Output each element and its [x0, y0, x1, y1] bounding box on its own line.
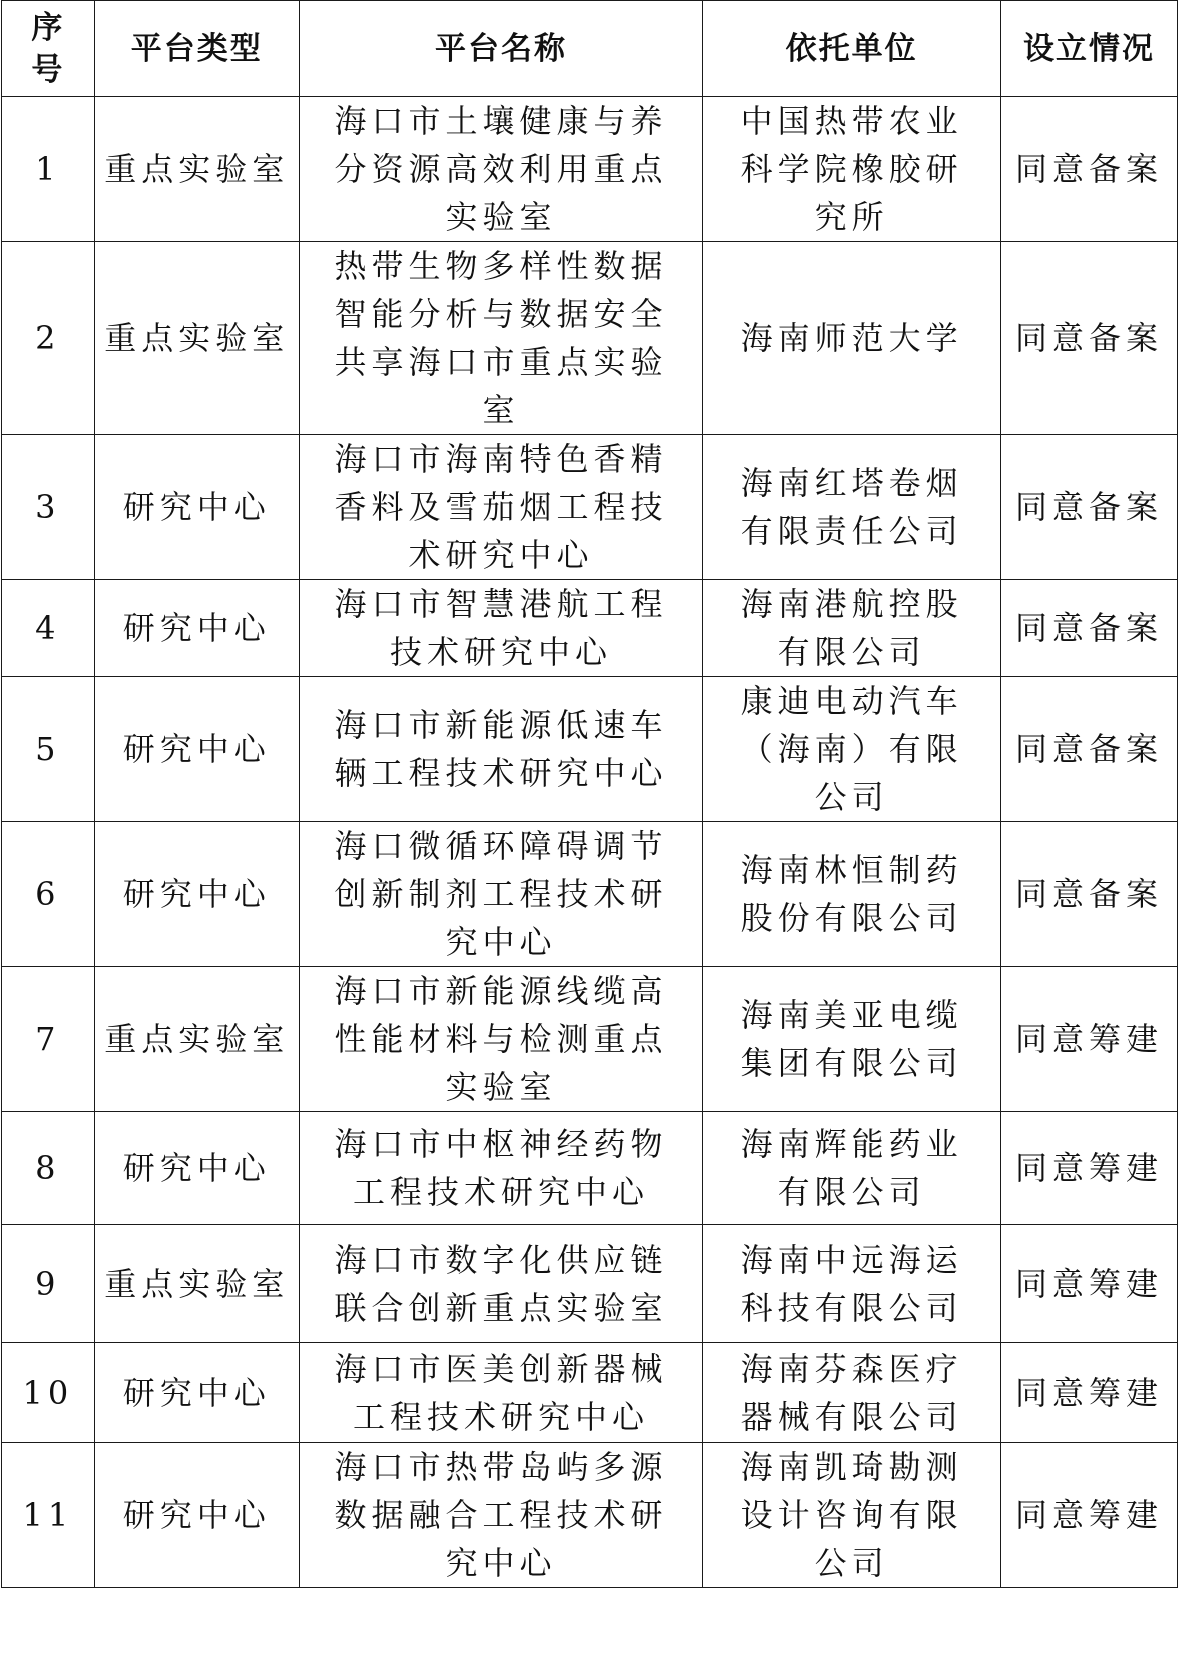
- row-index-cell: [2, 97, 95, 242]
- row-status: 同意备案: [1015, 609, 1164, 647]
- row-unit: 海南凯琦勘测设计咨询有限公司: [740, 1448, 963, 1582]
- row-type-cell: [94, 967, 299, 1112]
- header-type-label: 平台类型: [130, 30, 263, 67]
- row-type: 研究中心: [122, 1373, 271, 1412]
- platform-table: [1, 0, 1178, 1588]
- row-type-cell: [94, 242, 299, 435]
- row-unit: 海南美亚电缆集团有限公司: [740, 996, 963, 1082]
- header-status-label: 设立情况: [1023, 30, 1156, 67]
- row-type-cell: [94, 1443, 299, 1588]
- row-type: 研究中心: [122, 1149, 271, 1187]
- row-type-cell: [94, 677, 299, 822]
- row-name-cell: [299, 580, 702, 677]
- row-name-cell: [299, 97, 702, 242]
- row-unit-cell: [703, 1225, 1001, 1343]
- table-row: [2, 242, 1178, 435]
- row-unit: 海南辉能药业有限公司: [740, 1125, 963, 1211]
- row-status-cell: [1001, 1343, 1178, 1443]
- row-index-cell: [2, 822, 95, 967]
- row-type-cell: [94, 435, 299, 580]
- table-row: [2, 967, 1178, 1112]
- row-status: 同意筹建: [1015, 1373, 1164, 1412]
- row-name: 海口市数字化供应链联合创新重点实验室: [334, 1240, 668, 1327]
- row-status-cell: [1001, 1225, 1178, 1343]
- row-unit-cell: [703, 242, 1001, 435]
- table-row: [2, 1343, 1178, 1443]
- row-unit-cell: [703, 677, 1001, 822]
- row-index: 2: [35, 319, 61, 357]
- row-unit-cell: [703, 580, 1001, 677]
- row-index-cell: [2, 1225, 95, 1343]
- row-name: 热带生物多样性数据智能分析与数据安全共享海口市重点实验室: [334, 247, 668, 429]
- table-row: [2, 822, 1178, 967]
- row-status: 同意备案: [1015, 488, 1164, 526]
- row-name-cell: [299, 822, 702, 967]
- row-index: 1: [35, 150, 61, 188]
- row-status-cell: [1001, 967, 1178, 1112]
- table-row: [2, 580, 1178, 677]
- row-type: 研究中心: [122, 609, 271, 647]
- table-row: [2, 1443, 1178, 1588]
- row-name-cell: [299, 677, 702, 822]
- row-index-cell: [2, 242, 95, 435]
- row-unit: 海南红塔卷烟有限责任公司: [740, 464, 963, 550]
- row-unit-cell: [703, 967, 1001, 1112]
- row-type: 重点实验室: [104, 1020, 290, 1058]
- row-type: 研究中心: [122, 730, 271, 768]
- row-status: 同意筹建: [1015, 1264, 1164, 1303]
- header-unit-label: 依托单位: [785, 30, 918, 67]
- row-index-cell: [2, 1112, 95, 1225]
- table-header: [2, 1, 1178, 97]
- row-name-cell: [299, 967, 702, 1112]
- row-unit-cell: [703, 97, 1001, 242]
- row-type-cell: [94, 1343, 299, 1443]
- row-status-cell: [1001, 97, 1178, 242]
- row-status-cell: [1001, 435, 1178, 580]
- row-status-cell: [1001, 242, 1178, 435]
- row-unit: 康迪电动汽车（海南）有限公司: [740, 682, 963, 816]
- row-status-cell: [1001, 1443, 1178, 1588]
- table-row: [2, 1225, 1178, 1343]
- row-name-cell: [299, 435, 702, 580]
- row-name: 海口市海南特色香精香料及雪茄烟工程技术研究中心: [334, 440, 668, 574]
- row-type: 重点实验室: [104, 319, 290, 357]
- row-type-cell: [94, 822, 299, 967]
- header-name: [299, 1, 702, 97]
- row-type: 研究中心: [122, 488, 271, 526]
- row-index-cell: [2, 677, 95, 822]
- row-unit: 海南芬森医疗器械有限公司: [740, 1349, 963, 1436]
- header-type: [94, 1, 299, 97]
- row-type: 重点实验室: [104, 1264, 290, 1303]
- row-status-cell: [1001, 677, 1178, 822]
- row-status-cell: [1001, 1112, 1178, 1225]
- row-unit-cell: [703, 1343, 1001, 1443]
- header-status: [1001, 1, 1178, 97]
- row-status-cell: [1001, 580, 1178, 677]
- row-index-cell: [2, 435, 95, 580]
- row-name-cell: [299, 1343, 702, 1443]
- row-index: 3: [35, 488, 61, 526]
- table-row: [2, 1112, 1178, 1225]
- row-unit-cell: [703, 1112, 1001, 1225]
- row-unit: 海南中远海运科技有限公司: [740, 1240, 963, 1327]
- row-unit-cell: [703, 822, 1001, 967]
- row-type: 重点实验室: [104, 150, 290, 188]
- table-row: [2, 435, 1178, 580]
- row-name-cell: [299, 1443, 702, 1588]
- row-unit-cell: [703, 1443, 1001, 1588]
- row-index-cell: [2, 1443, 95, 1588]
- row-index: 10: [22, 1373, 74, 1412]
- row-index-cell: [2, 580, 95, 677]
- table-row: [2, 677, 1178, 822]
- row-index-cell: [2, 1343, 95, 1443]
- table-row: [2, 97, 1178, 242]
- row-status: 同意备案: [1015, 875, 1164, 913]
- row-type-cell: [94, 97, 299, 242]
- row-type: 研究中心: [122, 875, 271, 913]
- row-name-cell: [299, 242, 702, 435]
- row-index: 6: [35, 875, 61, 913]
- row-name: 海口市中枢神经药物工程技术研究中心: [334, 1125, 668, 1211]
- row-unit: 海南港航控股有限公司: [740, 585, 963, 671]
- row-unit: 海南林恒制药股份有限公司: [740, 851, 963, 937]
- row-unit: 中国热带农业科学院橡胶研究所: [740, 102, 963, 236]
- row-status: 同意备案: [1015, 319, 1164, 357]
- row-index-cell: [2, 967, 95, 1112]
- row-type-cell: [94, 1112, 299, 1225]
- row-status: 同意筹建: [1015, 1149, 1164, 1187]
- row-status: 同意筹建: [1015, 1020, 1164, 1058]
- row-name: 海口市医美创新器械工程技术研究中心: [334, 1349, 668, 1436]
- row-name: 海口市热带岛屿多源数据融合工程技术研究中心: [334, 1448, 668, 1582]
- row-unit: 海南师范大学: [740, 319, 963, 357]
- row-index: 7: [35, 1020, 61, 1058]
- header-row: [2, 1, 1178, 97]
- row-index: 5: [35, 730, 61, 768]
- row-index: 8: [35, 1149, 61, 1187]
- row-name: 海口市新能源线缆高性能材料与检测重点实验室: [334, 972, 668, 1106]
- row-status: 同意备案: [1015, 730, 1164, 768]
- header-index-label: 序 号: [31, 9, 65, 88]
- header-index: [2, 1, 95, 97]
- row-status: 同意备案: [1015, 150, 1164, 188]
- header-name-label: 平台名称: [435, 30, 568, 67]
- row-name-cell: [299, 1112, 702, 1225]
- row-type: 研究中心: [122, 1496, 271, 1534]
- row-name: 海口市土壤健康与养分资源高效利用重点实验室: [334, 102, 668, 236]
- row-name: 海口市智慧港航工程技术研究中心: [334, 585, 668, 671]
- header-unit: [703, 1, 1001, 97]
- row-index: 9: [35, 1264, 61, 1303]
- row-name: 海口微循环障碍调节创新制剂工程技术研究中心: [334, 827, 668, 961]
- row-index: 4: [35, 609, 61, 647]
- row-status: 同意筹建: [1015, 1496, 1164, 1534]
- row-type-cell: [94, 580, 299, 677]
- row-unit-cell: [703, 435, 1001, 580]
- table-body: [2, 97, 1178, 1588]
- row-type-cell: [94, 1225, 299, 1343]
- row-index: 11: [22, 1496, 74, 1534]
- row-status-cell: [1001, 822, 1178, 967]
- row-name: 海口市新能源低速车辆工程技术研究中心: [334, 706, 668, 792]
- row-name-cell: [299, 1225, 702, 1343]
